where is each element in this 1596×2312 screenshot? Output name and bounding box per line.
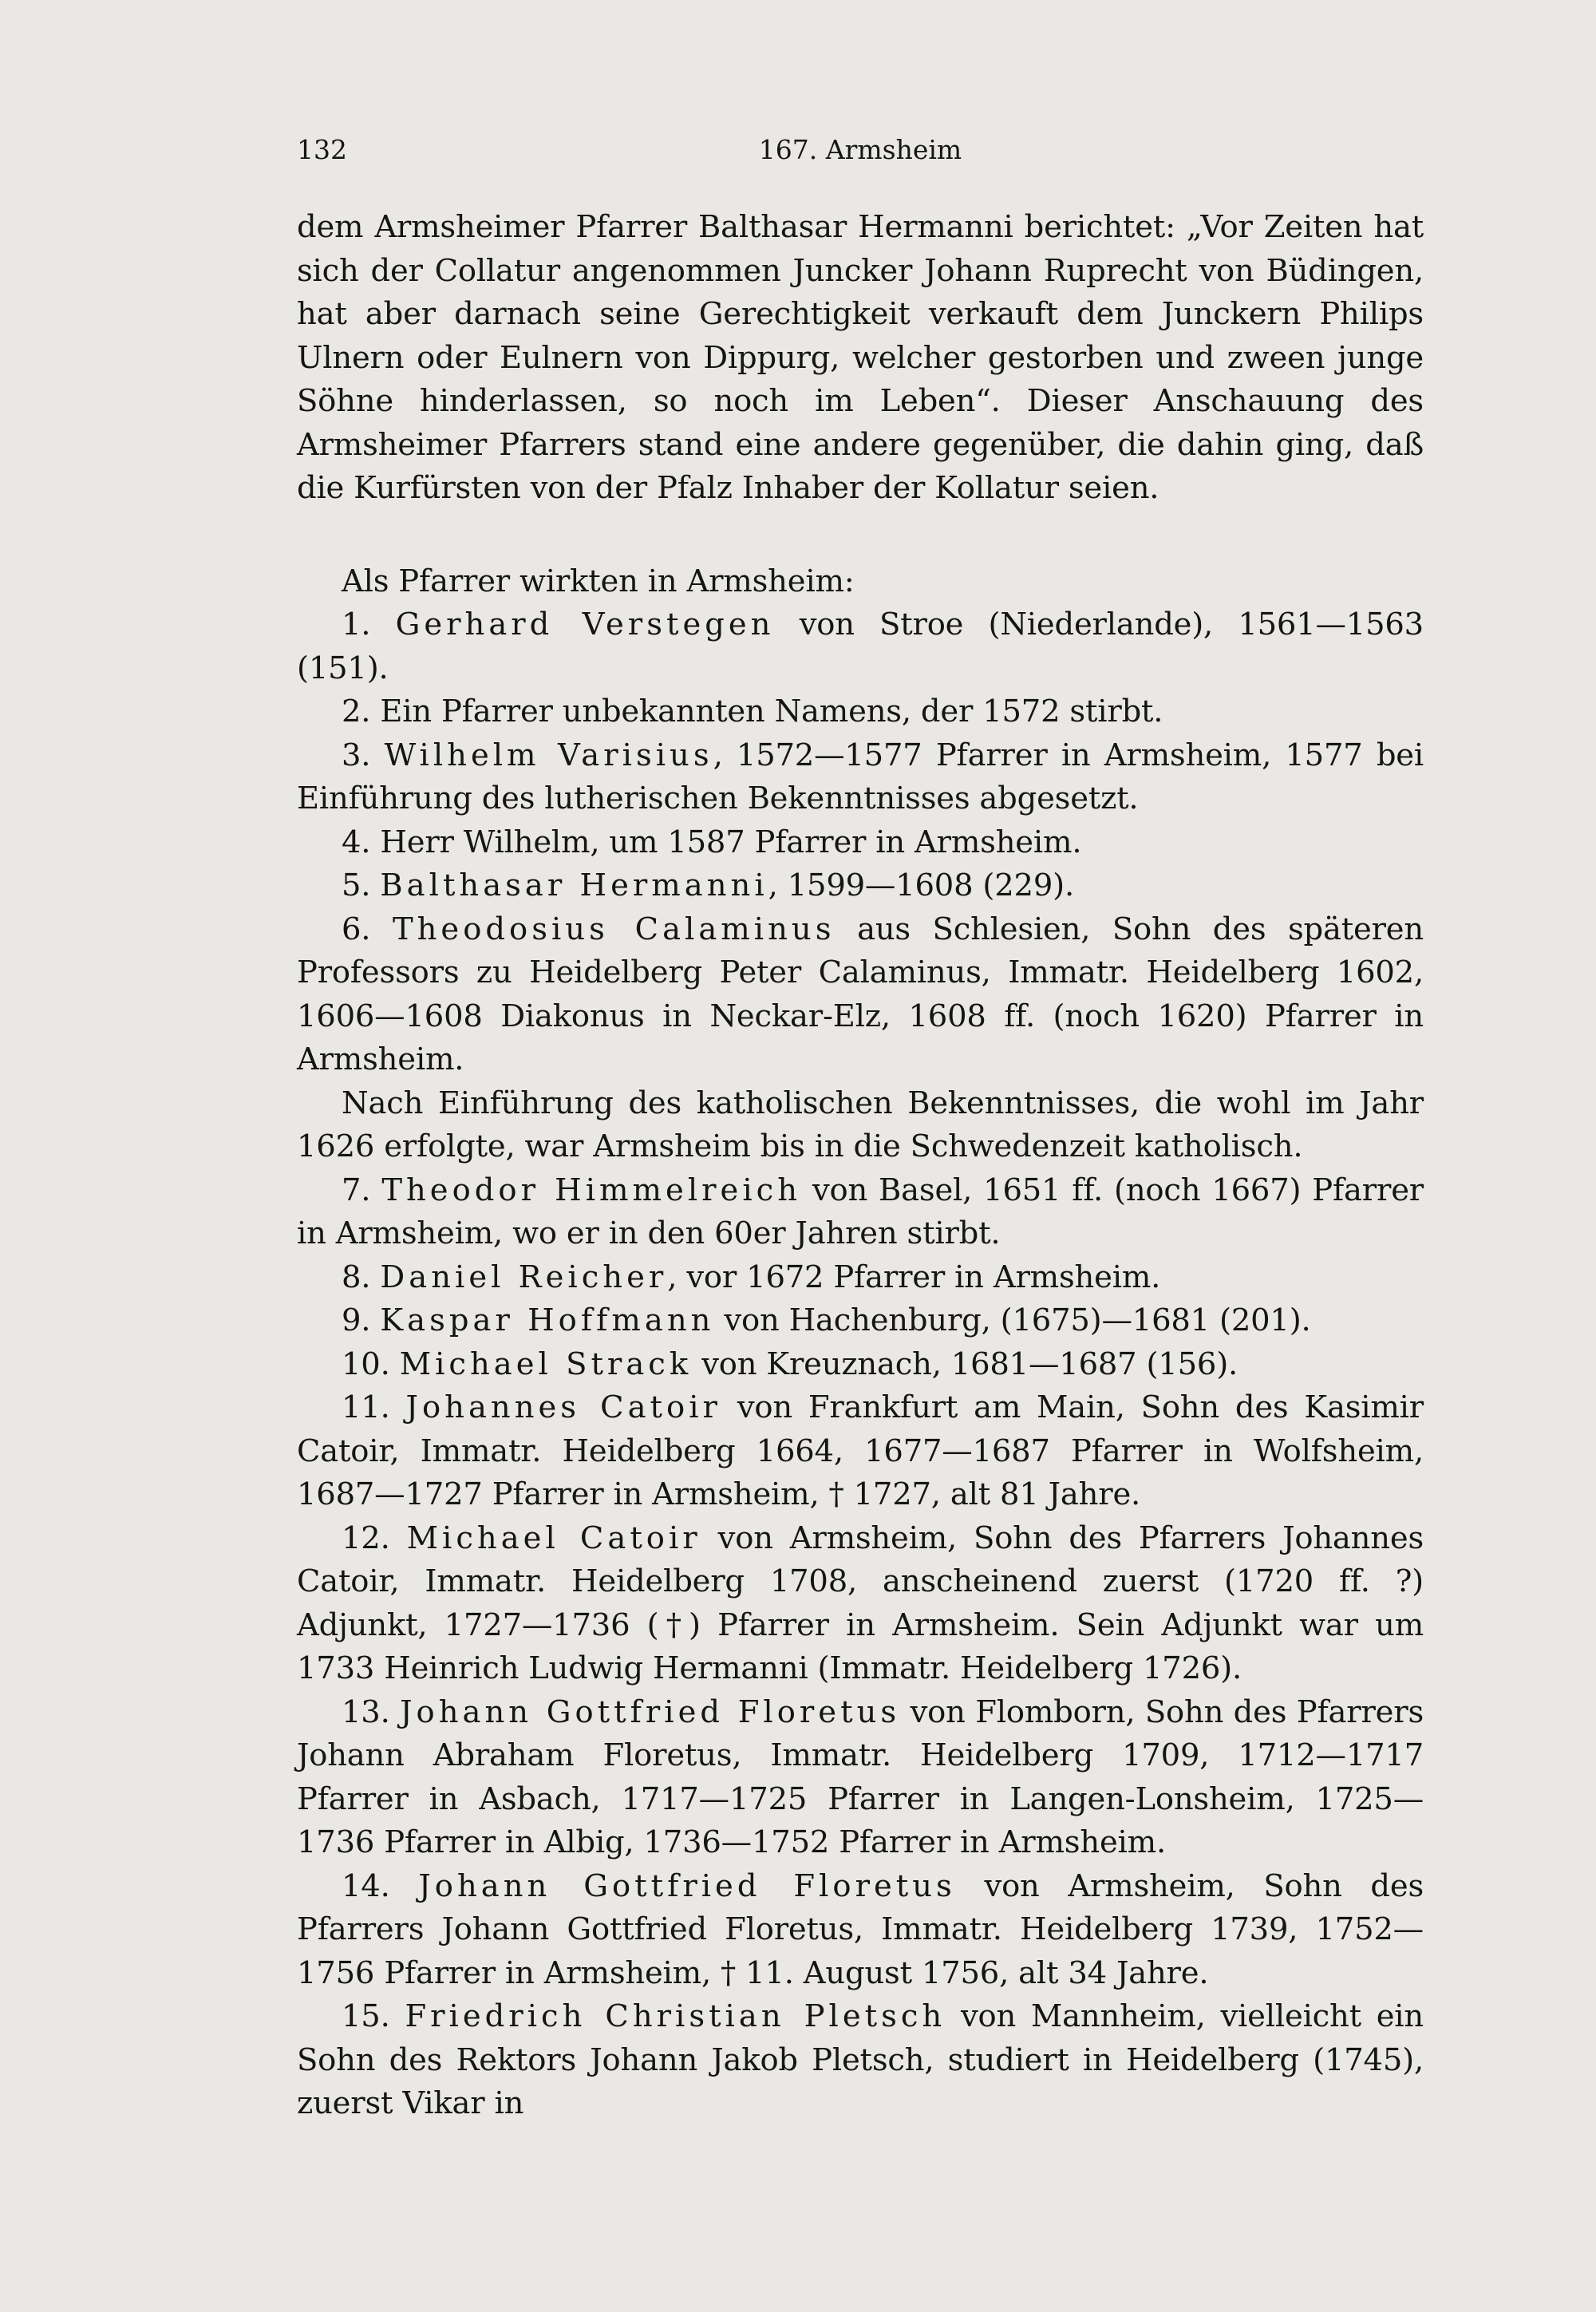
page-header bbox=[297, 134, 1424, 174]
pastor-entry-7 bbox=[297, 1169, 1424, 1256]
pastor-name: Michael Strack bbox=[399, 1346, 693, 1382]
page-number: 132 bbox=[297, 134, 347, 165]
entry-text: von Kreuznach, 1681—1687 (156). bbox=[701, 1346, 1238, 1382]
entry-text: von Stroe (Niederlande), 1561—1563 (151). bbox=[297, 607, 1424, 686]
entry-text: Herr Wilhelm, um 1587 Pfarrer in Armsheim. bbox=[380, 824, 1082, 860]
entry-number: 3. bbox=[342, 737, 371, 773]
entry-number: 12. bbox=[342, 1520, 390, 1556]
pastor-name: Theodosius Calaminus bbox=[392, 911, 836, 947]
pastor-entry-4 bbox=[297, 821, 1424, 865]
entry-number: 15. bbox=[342, 1998, 390, 2034]
entry-number: 8. bbox=[342, 1259, 371, 1295]
pastor-name: Friedrich Christian Pletsch bbox=[405, 1998, 946, 2034]
entry-number: 1. bbox=[342, 607, 371, 642]
pastor-entry-11 bbox=[297, 1386, 1424, 1517]
pastor-entry-5 bbox=[297, 864, 1424, 908]
entry-text: von Armsheim, Sohn des Pfarrers Johann Gottfried Floretus, Immatr. Heidelberg 1739, 1752—1756 Pfarrer in Armsheim, † 11. August 1756, alt 34 Jahre. bbox=[297, 1867, 1424, 1991]
pastor-entry-8 bbox=[297, 1256, 1424, 1300]
pastor-entry-6 bbox=[297, 908, 1424, 1082]
pastor-name: Michael Catoir bbox=[406, 1520, 701, 1556]
pastor-name: Kaspar Hoffmann bbox=[380, 1302, 715, 1338]
entry-number: 4. bbox=[342, 824, 371, 860]
pastor-entry-2 bbox=[297, 690, 1424, 734]
running-title: 167. Armsheim bbox=[758, 134, 962, 165]
pastor-name: Theodor Himmelreich bbox=[381, 1172, 801, 1208]
pastor-entry-15 bbox=[297, 1995, 1424, 2126]
body-text bbox=[297, 206, 1424, 2126]
entry-number: 10. bbox=[342, 1346, 390, 1382]
entry-text: von Mannheim, vielleicht ein Sohn des Rektors Johann Jakob Pletsch, studiert in Heidelberg (1745), zuerst Vikar in bbox=[297, 1998, 1424, 2121]
pastor-entry-1 bbox=[297, 603, 1424, 690]
entry-number: 7. bbox=[342, 1172, 371, 1208]
pastor-name: Johann Gottfried Floretus bbox=[418, 1867, 956, 1904]
entry-text: Ein Pfarrer unbekannten Namens, der 1572 stirbt. bbox=[380, 694, 1163, 729]
pastor-entry-13 bbox=[297, 1691, 1424, 1865]
pastor-name: Johannes Catoir bbox=[405, 1389, 721, 1425]
pastor-name: Johann Gottfried Floretus bbox=[400, 1693, 901, 1730]
pastor-name: Daniel Reicher bbox=[380, 1259, 668, 1295]
pastor-entry-10 bbox=[297, 1343, 1424, 1387]
intro-paragraph: dem Armsheimer Pfarrer Balthasar Hermanni berichtet: „Vor Zeiten hat sich der Collatur angenommen Juncker Johann Ruprecht von Büdingen, hat aber darnach seine Gerechtigkeit verkauft dem Junckern Philips Ulnern oder Eulnern von Dippurg, welcher gestorben und zween junge Söhne hinderlassen, so noch im Leben“. Dieser Anschauung des Armsheimer Pfarrers stand eine andere gegenüber, die dahin ging, daß die Kurfürsten von der Pfalz Inhaber der Kollatur seien. bbox=[297, 209, 1424, 506]
pastor-entry-12 bbox=[297, 1517, 1424, 1691]
entry-number: 6. bbox=[342, 911, 371, 947]
entry-text: von Basel, 1651 ff. (noch 1667) Pfarrer in Armsheim, wo er in den 60er Jahren stirbt. bbox=[297, 1172, 1424, 1251]
entry-number: 14. bbox=[342, 1867, 390, 1904]
pastor-name: Gerhard Verstegen bbox=[395, 607, 775, 642]
entry-text: , 1599—1608 (229). bbox=[768, 867, 1074, 903]
entry-number: 2. bbox=[342, 694, 371, 729]
pastor-entry-3 bbox=[297, 734, 1424, 821]
entry-text: aus Schlesien, Sohn des späteren Professors zu Heidelberg Peter Calaminus, Immatr. Heidelberg 1602, 1606—1608 Diakonus in Neckar-Elz, 1608 ff. (noch 1620) Pfarrer in Armsheim. bbox=[297, 911, 1424, 1077]
catholic-note: Nach Einführung des katholischen Bekenntnisses, die wohl im Jahr 1626 erfolgte, war Armsheim bis in die Schwedenzeit katholisch. bbox=[297, 1085, 1424, 1164]
pastor-entry-14 bbox=[297, 1865, 1424, 1996]
entry-text: von Armsheim, Sohn des Pfarrers Johannes Catoir, Immatr. Heidelberg 1708, anscheinend zuerst (1720 ff. ?) Adjunkt, 1727—1736 (†) Pfarrer in Armsheim. Sein Adjunkt war um 1733 Heinrich Ludwig Hermanni (Immatr. Heidelberg 1726). bbox=[297, 1520, 1424, 1686]
pastor-name: Wilhelm Varisius bbox=[384, 737, 713, 773]
pastor-name: Balthasar Hermanni bbox=[380, 867, 768, 903]
entry-text: , 1572—1577 Pfarrer in Armsheim, 1577 bei Einführung des lutherischen Bekenntnisses abgesetzt. bbox=[297, 737, 1424, 816]
entry-text: , vor 1672 Pfarrer in Armsheim. bbox=[667, 1259, 1161, 1295]
entry-text: von Hachenburg, (1675)—1681 (201). bbox=[724, 1302, 1311, 1338]
entry-text: von Frankfurt am Main, Sohn des Kasimir Catoir, Immatr. Heidelberg 1664, 1677—1687 Pfarrer in Wolfsheim, 1687—1727 Pfarrer in Armsheim, † 1727, alt 81 Jahre. bbox=[297, 1389, 1424, 1512]
entry-number: 13. bbox=[342, 1693, 390, 1730]
entry-text: von Flomborn, Sohn des Pfarrers Johann Abraham Floretus, Immatr. Heidelberg 1709, 1712—1717 Pfarrer in Asbach, 1717—1725 Pfarrer in Langen-Lonsheim, 1725—1736 Pfarrer in Albig, 1736—1752 Pfarrer in Armsheim. bbox=[297, 1693, 1424, 1860]
entry-number: 9. bbox=[342, 1302, 371, 1338]
entry-number: 5. bbox=[342, 867, 371, 903]
pastor-entry-9 bbox=[297, 1299, 1424, 1343]
entry-number: 11. bbox=[342, 1389, 390, 1425]
list-heading: Als Pfarrer wirkten in Armsheim: bbox=[342, 563, 855, 599]
